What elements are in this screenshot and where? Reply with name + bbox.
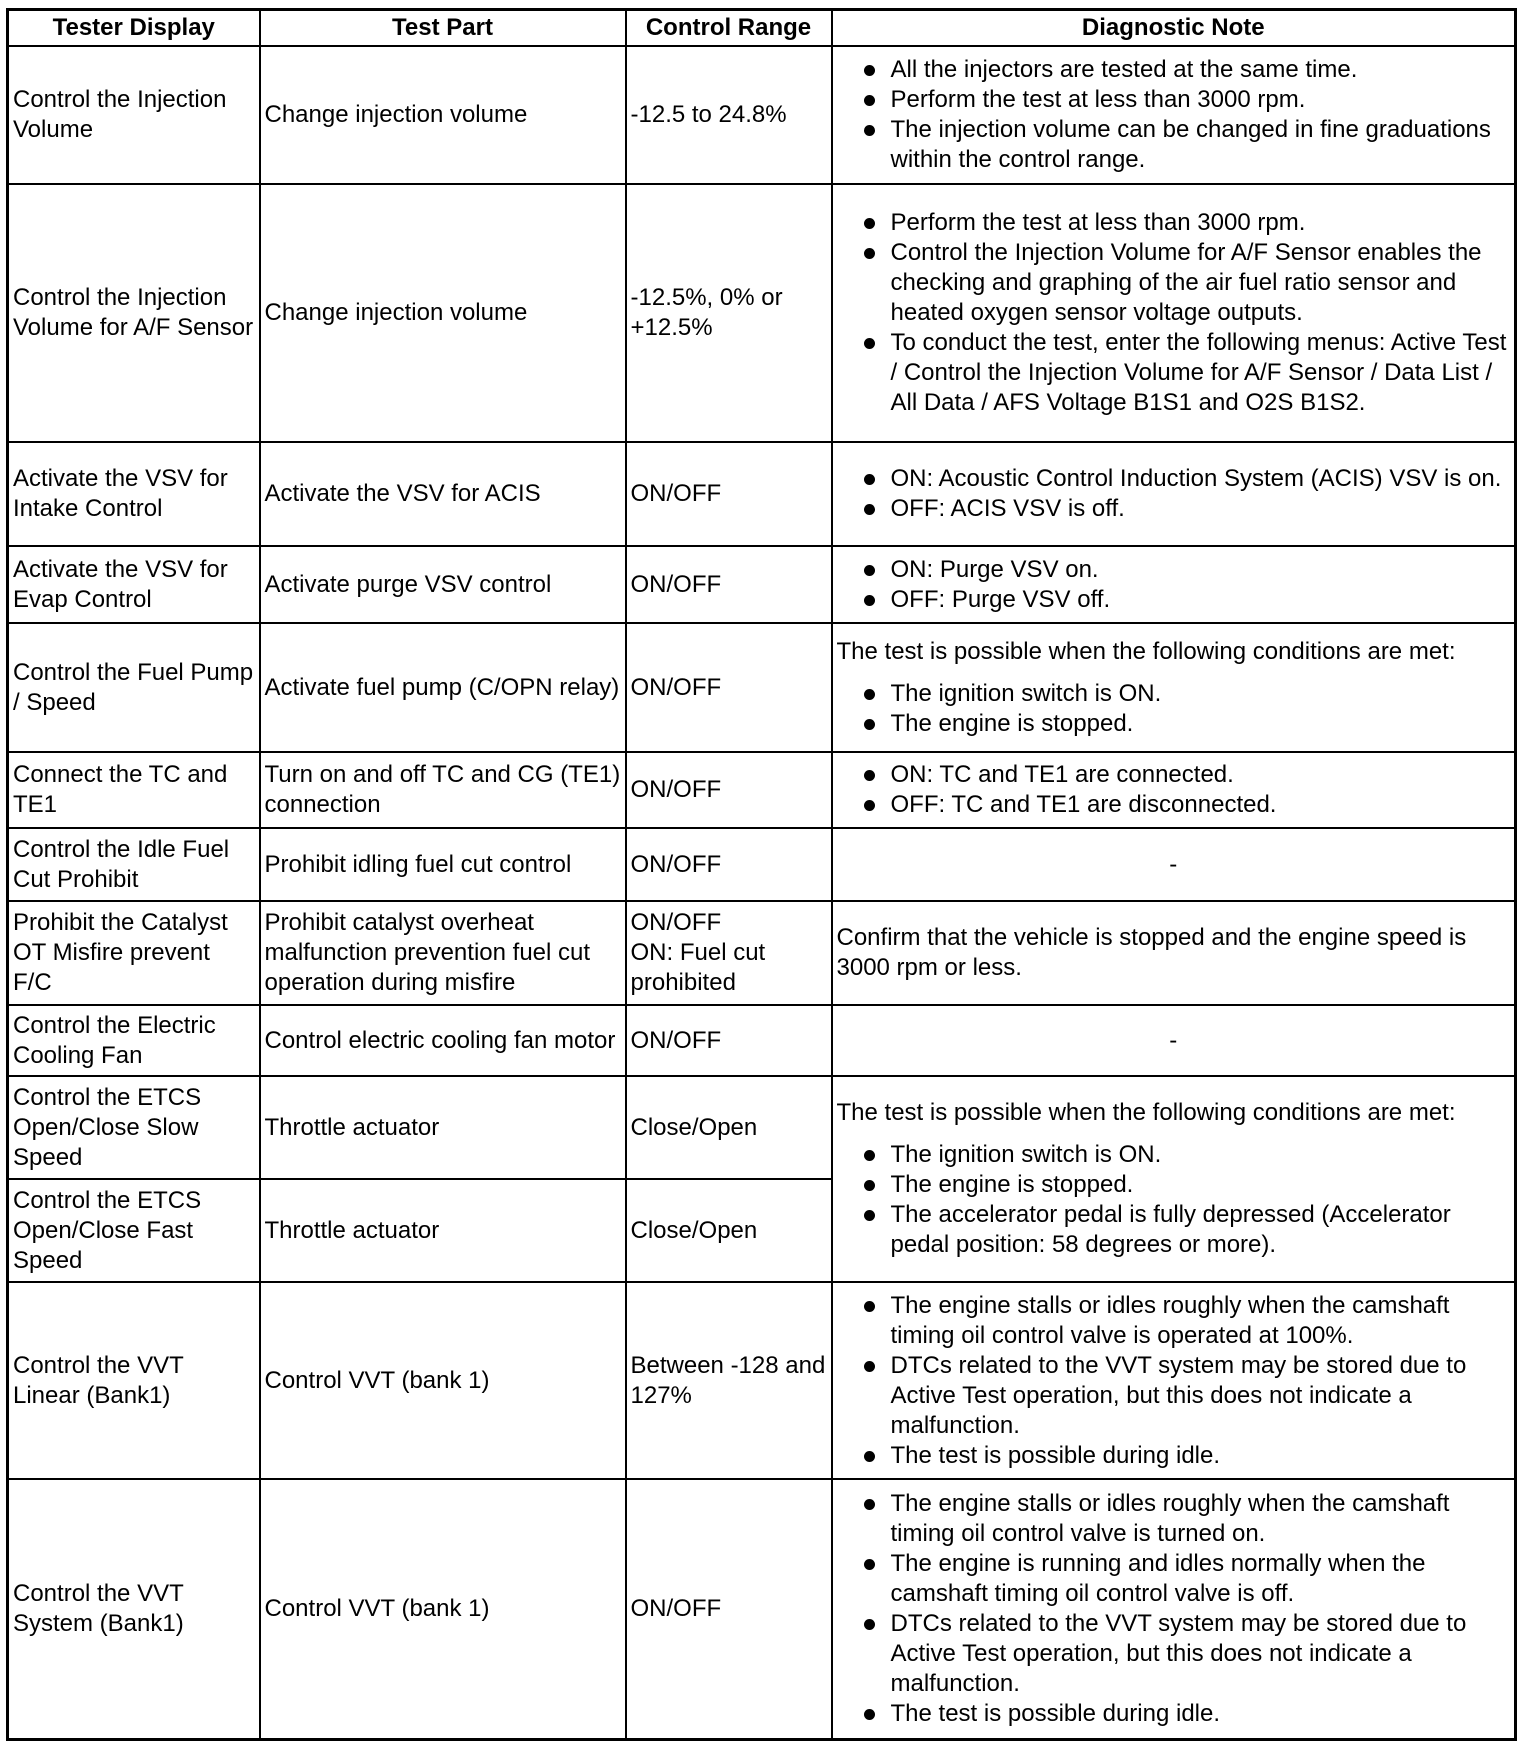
- note-bullet-list: [837, 555, 1511, 615]
- control-range-cell: -12.5%, 0% or +12.5%: [626, 184, 832, 442]
- control-range-cell: [626, 901, 832, 1005]
- control-range-cell: ON/OFF: [626, 546, 832, 623]
- table-row: [8, 546, 1516, 623]
- note-bullet-list: [837, 760, 1511, 820]
- note-bullet: The engine is running and idles normally when the camshaft timing oil control valve is off.: [837, 1549, 1511, 1609]
- header-row: [8, 10, 1516, 47]
- table-row: [8, 1282, 1516, 1479]
- table-row: [8, 623, 1516, 752]
- table-row: [8, 1479, 1516, 1739]
- note-bullet-list: [837, 55, 1511, 175]
- table-row: [8, 1005, 1516, 1076]
- table-row: [8, 184, 1516, 442]
- diagnostic-note-cell: [832, 546, 1516, 623]
- control-range-cell: ON/OFF: [626, 828, 832, 901]
- note-bullet: The ignition switch is ON.: [837, 679, 1511, 709]
- diagnostic-note-cell: [832, 1282, 1516, 1479]
- note-intro: The test is possible when the following conditions are met:: [836, 637, 1456, 665]
- tester-display-cell: Control the Fuel Pump / Speed: [8, 623, 260, 752]
- test-part-cell: Prohibit idling fuel cut control: [260, 828, 626, 901]
- table-row: [8, 1076, 1516, 1179]
- note-bullet: The test is possible during idle.: [837, 1699, 1511, 1729]
- test-part-cell: Prohibit catalyst overheat malfunction prevention fuel cut operation during misfire: [260, 901, 626, 1005]
- note-bullet-list: [837, 208, 1511, 418]
- control-range-cell: ON/OFF: [626, 1005, 832, 1076]
- control-range-detail: ON: Fuel cut prohibited: [630, 939, 766, 996]
- note-bullet-list: [837, 1140, 1511, 1260]
- note-bullet: DTCs related to the VVT system may be stored due to Active Test operation, but this does not indicate a malfunction.: [837, 1351, 1511, 1441]
- control-range-cell: -12.5 to 24.8%: [626, 46, 832, 184]
- note-bullet: OFF: Purge VSV off.: [837, 585, 1511, 615]
- note-bullet: The engine is stopped.: [837, 1170, 1511, 1200]
- header-test-part: Test Part: [260, 10, 626, 47]
- control-range-cell: Close/Open: [626, 1179, 832, 1282]
- diagnostic-note-cell: -: [832, 828, 1516, 901]
- test-part-cell: Turn on and off TC and CG (TE1) connection: [260, 752, 626, 828]
- note-bullet: Perform the test at less than 3000 rpm.: [837, 85, 1511, 115]
- diagnostic-note-cell: [832, 46, 1516, 184]
- note-bullet-list: [837, 1489, 1511, 1729]
- test-part-cell: Control electric cooling fan motor: [260, 1005, 626, 1076]
- tester-display-cell: Control the ETCS Open/Close Slow Speed: [8, 1076, 260, 1179]
- tester-display-cell: Control the VVT System (Bank1): [8, 1479, 260, 1739]
- note-bullet: OFF: TC and TE1 are disconnected.: [837, 790, 1511, 820]
- note-bullet: The injection volume can be changed in fine graduations within the control range.: [837, 115, 1511, 175]
- note-bullet: The engine stalls or idles roughly when the camshaft timing oil control valve is operated at 100%.: [837, 1291, 1511, 1351]
- note-bullet: ON: Purge VSV on.: [837, 555, 1511, 585]
- diagnostic-note-cell: [832, 752, 1516, 828]
- note-bullet: ON: Acoustic Control Induction System (ACIS) VSV is on.: [837, 464, 1511, 494]
- table-row: [8, 752, 1516, 828]
- test-part-cell: Control VVT (bank 1): [260, 1282, 626, 1479]
- diagnostic-note-cell: [832, 442, 1516, 546]
- note-bullet: Control the Injection Volume for A/F Sensor enables the checking and graphing of the air fuel ratio sensor and heated oxygen sensor voltage outputs.: [837, 238, 1511, 328]
- control-range-cell: ON/OFF: [626, 1479, 832, 1739]
- tester-display-cell: Control the Idle Fuel Cut Prohibit: [8, 828, 260, 901]
- test-part-cell: Activate purge VSV control: [260, 546, 626, 623]
- diagnostic-note-cell: [832, 1479, 1516, 1739]
- control-range-cell: ON/OFF: [626, 752, 832, 828]
- tester-display-cell: Control the VVT Linear (Bank1): [8, 1282, 260, 1479]
- note-bullet: OFF: ACIS VSV is off.: [837, 494, 1511, 524]
- note-bullet: All the injectors are tested at the same time.: [837, 55, 1511, 85]
- tester-display-cell: Control the ETCS Open/Close Fast Speed: [8, 1179, 260, 1282]
- active-test-table: [6, 8, 1517, 1741]
- note-bullet: The test is possible during idle.: [837, 1441, 1511, 1471]
- table-row: [8, 442, 1516, 546]
- control-range-value: ON/OFF: [630, 909, 722, 936]
- diagnostic-note-cell: [832, 623, 1516, 752]
- note-bullet-list: [837, 464, 1511, 524]
- tester-display-cell: Connect the TC and TE1: [8, 752, 260, 828]
- header-tester-display: Tester Display: [8, 10, 260, 47]
- header-control-range: Control Range: [626, 10, 832, 47]
- table-row: [8, 46, 1516, 184]
- test-part-cell: Change injection volume: [260, 46, 626, 184]
- note-intro: The test is possible when the following conditions are met:: [836, 1099, 1456, 1126]
- control-range-cell: ON/OFF: [626, 623, 832, 752]
- diagnostic-note-cell: [832, 1076, 1516, 1282]
- diagnostic-note-cell: [832, 184, 1516, 442]
- test-part-cell: Change injection volume: [260, 184, 626, 442]
- control-range-cell: ON/OFF: [626, 442, 832, 546]
- tester-display-cell: Activate the VSV for Intake Control: [8, 442, 260, 546]
- tester-display-cell: Control the Injection Volume for A/F Sensor: [8, 184, 260, 442]
- test-part-cell: Activate fuel pump (C/OPN relay): [260, 623, 626, 752]
- tester-display-cell: Control the Electric Cooling Fan: [8, 1005, 260, 1076]
- note-bullet: The engine stalls or idles roughly when the camshaft timing oil control valve is turned on.: [837, 1489, 1511, 1549]
- tester-display-cell: Prohibit the Catalyst OT Misfire prevent F/C: [8, 901, 260, 1005]
- diagnostic-note-cell: Confirm that the vehicle is stopped and the engine speed is 3000 rpm or less.: [832, 901, 1516, 1005]
- control-range-cell: Between -128 and 127%: [626, 1282, 832, 1479]
- note-bullet: To conduct the test, enter the following menus: Active Test / Control the Injection Volume for A/F Sensor / Data List / All Data / AFS Voltage B1S1 and O2S B1S2.: [837, 328, 1511, 418]
- tester-display-cell: Activate the VSV for Evap Control: [8, 546, 260, 623]
- test-part-cell: Activate the VSV for ACIS: [260, 442, 626, 546]
- note-bullet-list: [837, 1291, 1511, 1471]
- note-bullet: The ignition switch is ON.: [837, 1140, 1511, 1170]
- test-part-cell: Throttle actuator: [260, 1076, 626, 1179]
- table-row: [8, 901, 1516, 1005]
- note-bullet: ON: TC and TE1 are connected.: [837, 760, 1511, 790]
- note-bullet: The engine is stopped.: [837, 709, 1511, 739]
- control-range-cell: Close/Open: [626, 1076, 832, 1179]
- note-bullet: Perform the test at less than 3000 rpm.: [837, 208, 1511, 238]
- diagnostic-note-cell: -: [832, 1005, 1516, 1076]
- note-bullet: The accelerator pedal is fully depressed (Accelerator pedal position: 58 degrees or more).: [837, 1200, 1511, 1260]
- note-bullet: DTCs related to the VVT system may be stored due to Active Test operation, but this does not indicate a malfunction.: [837, 1609, 1511, 1699]
- test-part-cell: Throttle actuator: [260, 1179, 626, 1282]
- test-part-cell: Control VVT (bank 1): [260, 1479, 626, 1739]
- note-bullet-list: [837, 679, 1511, 739]
- header-diagnostic-note: Diagnostic Note: [832, 10, 1516, 47]
- table-row: [8, 828, 1516, 901]
- tester-display-cell: Control the Injection Volume: [8, 46, 260, 184]
